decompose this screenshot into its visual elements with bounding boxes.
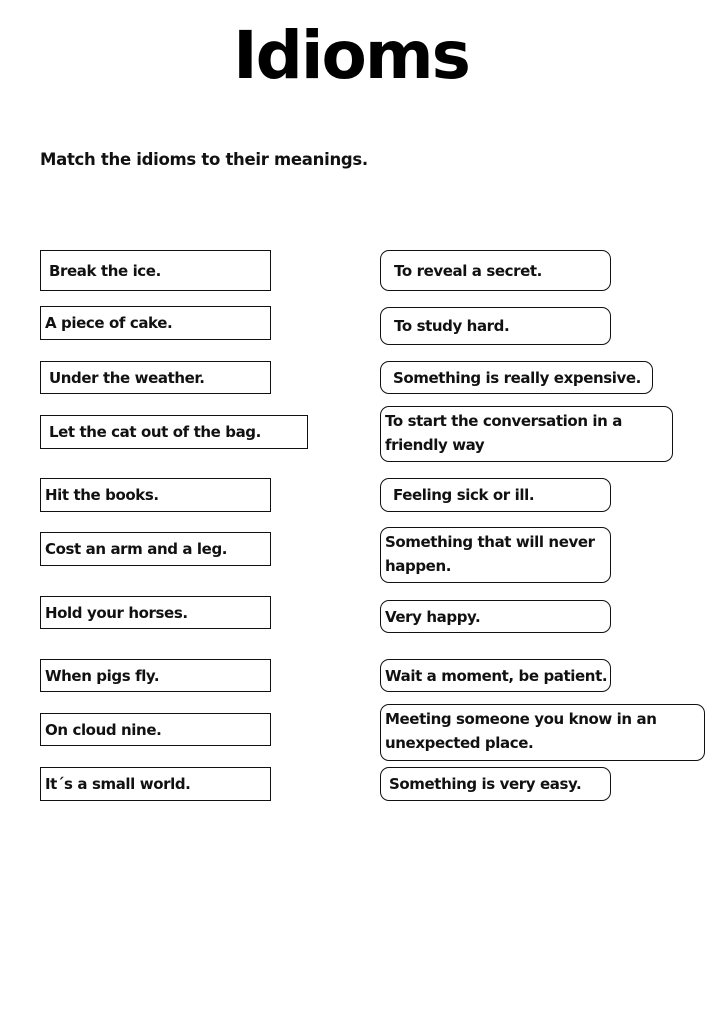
meaning-box: Wait a moment, be patient. [380,659,611,692]
idiom-box: On cloud nine. [40,713,271,746]
meaning-box: Very happy. [380,600,611,633]
meaning-box: Meeting someone you know in an unexpected place. [380,704,705,761]
idiom-box: Let the cat out of the bag. [40,415,308,449]
meaning-box: To study hard. [380,307,611,345]
idiom-box: Hit the books. [40,478,271,512]
meaning-box: Something is very easy. [380,767,611,801]
meaning-box: Something is really expensive. [380,361,653,394]
idiom-box: Under the weather. [40,361,271,394]
page-title: Idioms [233,17,469,94]
instructions-text: Match the idioms to their meanings. [40,150,368,169]
idiom-box: When pigs fly. [40,659,271,692]
meaning-box: Something that will never happen. [380,527,611,583]
idiom-box: Break the ice. [40,250,271,291]
meaning-box: To reveal a secret. [380,250,611,291]
idiom-box: A piece of cake. [40,306,271,340]
idiom-box: Hold your horses. [40,596,271,629]
idiom-box: It´s a small world. [40,767,271,801]
meaning-box: To start the conversation in a friendly way [380,406,673,462]
idiom-box: Cost an arm and a leg. [40,532,271,566]
meaning-box: Feeling sick or ill. [380,478,611,512]
